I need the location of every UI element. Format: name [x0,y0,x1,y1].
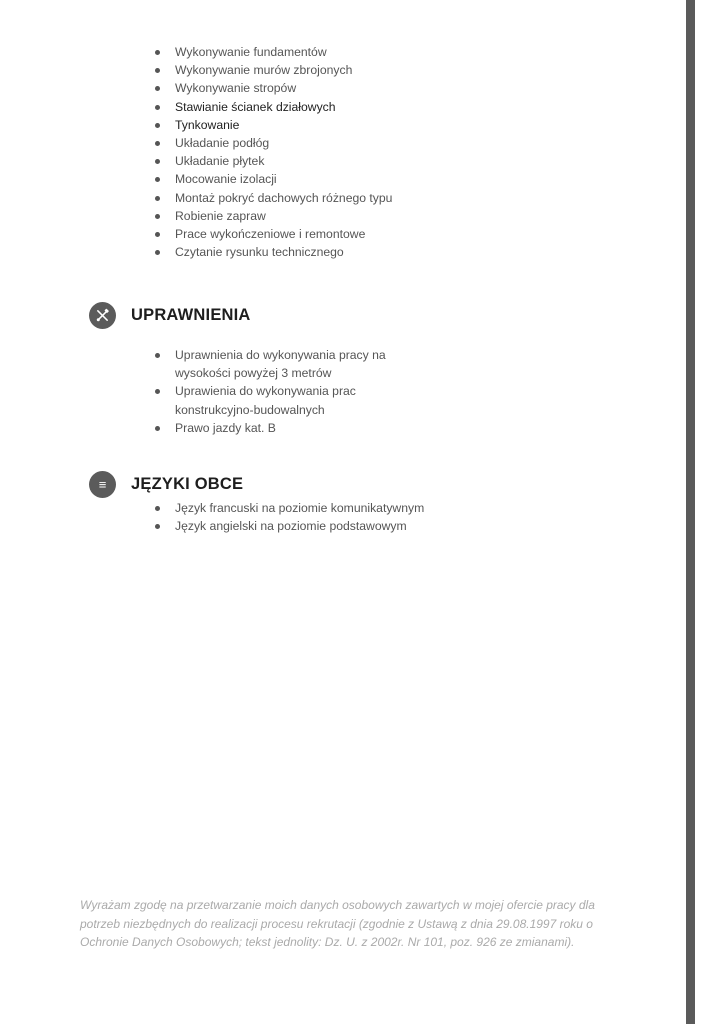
list-item: Język francuski na poziomie komunikatywnym [155,499,455,517]
list-item: Robienie zapraw [155,207,455,225]
list-icon: ≡ [89,471,116,498]
tools-icon [89,302,116,329]
list-item: Wykonywanie fundamentów [155,43,455,61]
list-item: Uprawnienia do wykonywania pracy na wysokości powyżej 3 metrów [155,346,405,382]
permissions-section-header [89,302,251,329]
languages-section-header [89,471,243,498]
section-title: UPRAWNIENIA [131,306,251,324]
list-item: Czytanie rysunku technicznego [155,243,455,261]
permissions-list [155,346,455,437]
skills-list [155,43,455,261]
list-item: Język angielski na poziomie podstawowym [155,517,455,535]
list-item: Stawianie ścianek działowych [155,98,455,116]
list-item: Wykonywanie stropów [155,79,455,97]
list-item: Układanie płytek [155,152,455,170]
list-item: Układanie podłóg [155,134,455,152]
list-item: Wykonywanie murów zbrojonych [155,61,455,79]
data-processing-consent: Wyrażam zgodę na przetwarzanie moich danych osobowych zawartych w mojej ofercie pracy dla potrzeb niezbędnych do realizacji procesu rekrutacji (zgodnie z Ustawą z dnia 29.08.1997 roku o Ochronie Danych Osobowych; tekst jednolity: Dz. U. z 2002r. Nr 101, poz. 926 ze zmianami). [80,898,595,949]
list-item: Prace wykończeniowe i remontowe [155,225,455,243]
section-title: JĘZYKI OBCE [131,475,244,493]
list-item: Tynkowanie [155,116,455,134]
languages-list [155,499,455,535]
list-item: Prawo jazdy kat. B [155,419,455,437]
list-item: Uprawienia do wykonywania prac konstrukcyjno-budowalnych [155,382,395,418]
right-edge-bar [686,0,695,1024]
list-item: Montaż pokryć dachowych różnego typu [155,189,455,207]
list-item: Mocowanie izolacji [155,170,455,188]
